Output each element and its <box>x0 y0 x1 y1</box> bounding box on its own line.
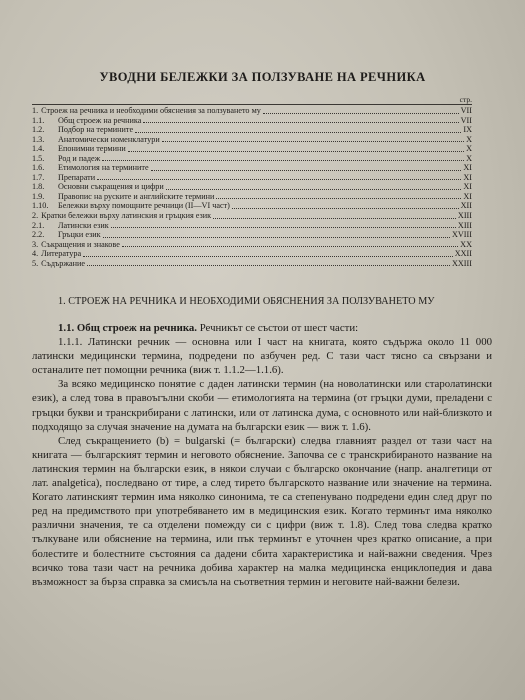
toc-entry <box>32 182 472 192</box>
toc-entry-label: Съкращения и знакове <box>41 239 120 249</box>
toc-entry-label: Препарати <box>58 172 96 182</box>
toc-entry-label: Кратки бележки върху латинския и гръцкия език <box>41 211 212 221</box>
toc-entry-label: Основни съкращения и цифри <box>58 182 164 192</box>
toc-entry <box>32 144 472 154</box>
toc-entry-label: Подбор на термините <box>58 125 134 135</box>
toc-entry-label: Строеж на речника и необходими обяснения за ползуването му <box>41 106 261 115</box>
paragraph: За всяко медицинско понятие с даден латински термин (на новолатински или старолатински език), а след това в правоъгълни скоби — етимологията на термина (от гръцки думи, преладени с гръцки букви и транскрибирани с латински, или от латинска дума, с основното или най-близкото и подходящо за случая значение на думата на български език — виж т. 1.6). <box>32 378 492 433</box>
toc-leader-dots <box>166 188 462 190</box>
toc-entry-number: 1. <box>32 106 39 115</box>
toc-leader-dots <box>162 140 464 142</box>
toc-leader-dots <box>213 217 456 219</box>
toc-entry-page: XIII <box>457 211 472 221</box>
toc-entry-number: 1.1. <box>32 115 45 125</box>
toc-entry-number: 5. <box>32 258 39 268</box>
toc-entry <box>32 201 472 211</box>
toc-entry-page: X <box>466 134 472 144</box>
paragraph: След съкращението (b) = bulgarski (= български) следва главният раздел от тази част на книгата — българският термин и неговото обяснение. Започва се с транскрибираното название на латинския термин на български език, в някои случаи с българско окончание (напр. аналгетици от лат. analgetica), последвано от тире, а след тирето българското название или значение на термина. Когато латинският термин има няколко синонима, те са степенувано подредени един след друг по ред на предимството при употребяването им в медицинския език. Когато терминът има няколко различни значения, те са отделени помежду си с цифри (виж т. 1.8). След това следва кратко тълкуване или обяснение на термина, или пък терминът е уточнен чрез кратко описание, а при болестите и болестните състояния са дадени сбита характеристика и най-важни сведения. Чрез всичко това тази част на речника добива характер на малка медицинска енциклопедия и дава възможност за бърза справка за смисъла на съответния термин и неговите най-важни белези. <box>32 434 492 588</box>
toc-entry <box>32 173 472 183</box>
toc-entry-page: VII <box>460 115 472 125</box>
toc-leader-dots <box>263 112 459 114</box>
toc-entry-page: XI <box>463 191 472 201</box>
toc-entry <box>32 116 472 126</box>
toc-entry-number: 1.5. <box>32 153 45 163</box>
toc-entry-number: 2. <box>32 211 39 221</box>
toc-entry-number: 4. <box>32 249 39 259</box>
toc-entry-page: XI <box>463 163 472 173</box>
toc-divider <box>32 104 472 105</box>
toc-entry-number: 3. <box>32 239 39 249</box>
toc-entry <box>32 221 472 231</box>
toc-leader-dots <box>87 264 450 266</box>
toc-entry-number: 1.3. <box>32 134 45 144</box>
toc-entry <box>32 106 472 116</box>
toc-leader-dots <box>97 178 461 180</box>
toc-leader-dots <box>128 150 464 152</box>
toc-entry <box>32 154 472 164</box>
toc-entry-label: Етимология на термините <box>58 163 149 173</box>
toc-entry-page: IX <box>463 125 472 135</box>
toc-entry-label: Правопис на руските и английските термини <box>58 191 215 201</box>
body-text <box>32 321 492 589</box>
toc-entry-label: Съдържание <box>41 258 86 268</box>
toc-entry-number: 1.4. <box>32 144 45 154</box>
toc-entry-page: X <box>466 144 472 154</box>
toc-entry-page: XXIII <box>451 258 472 268</box>
toc-entry-label: Бележки върху помощните речници (II—VI част) <box>58 201 230 211</box>
toc-leader-dots <box>216 197 461 199</box>
toc-leader-dots <box>102 159 464 161</box>
toc-entry-page: XXII <box>454 249 472 259</box>
paragraph: 1.1.1. Латински речник — основна или I част на книгата, която съдържа около 11 000 латински медицински термина, подредени по азбучен ред. С тази част тясно са свързани и останалите пет помощни речника (виж т. 1.1.2—1.1.6). <box>32 336 492 377</box>
toc-leader-dots <box>122 245 458 247</box>
toc-entry-label: Латински език <box>58 220 109 230</box>
toc-entry-number: 1.2. <box>32 125 45 135</box>
toc-entry <box>32 230 472 240</box>
toc-rows <box>32 106 472 268</box>
toc-entry-page: XI <box>463 182 472 192</box>
toc-entry-number: 1.9. <box>32 191 45 201</box>
toc-entry <box>32 135 472 145</box>
toc-page-header: стр. <box>459 95 472 104</box>
toc-entry-number: 2.1. <box>32 220 45 230</box>
toc-entry <box>32 249 472 259</box>
toc-entry-label: Общ строеж на речника <box>58 115 142 125</box>
toc-entry-page: XI <box>463 172 472 182</box>
toc-entry-page: XIII <box>457 220 472 230</box>
toc-leader-dots <box>143 121 458 123</box>
toc-entry <box>32 163 472 173</box>
toc-entry-label: Епонимни термини <box>58 144 126 154</box>
toc-entry <box>32 125 472 135</box>
toc-entry-number: 1.7. <box>32 172 45 182</box>
toc-leader-dots <box>135 131 461 133</box>
toc-entry <box>32 192 472 202</box>
toc-leader-dots <box>151 169 462 171</box>
toc-entry <box>32 240 472 250</box>
toc-entry-label: Анатомически номенклатури <box>58 134 160 144</box>
toc-entry-label: Литература <box>41 249 82 259</box>
toc-leader-dots <box>103 236 450 238</box>
subsection-heading: 1.1. Общ строеж на речника. <box>58 322 197 334</box>
toc-leader-dots <box>232 207 459 209</box>
section-heading: 1. СТРОЕЖ НА РЕЧНИКА И НЕОБХОДИМИ ОБЯСНЕНИЯ ЗА ПОЛЗУВАНЕТО МУ <box>58 296 435 307</box>
toc-entry-number: 1.10. <box>32 201 49 211</box>
toc-entry-page: XII <box>460 201 472 211</box>
toc-leader-dots <box>83 255 453 257</box>
table-of-contents <box>32 96 472 268</box>
toc-entry-label: Гръцки език <box>58 230 101 240</box>
toc-entry-label: Род и падеж <box>58 153 101 163</box>
toc-entry-number: 1.6. <box>32 163 45 173</box>
toc-entry <box>32 259 472 269</box>
toc-entry-page: X <box>466 153 472 163</box>
toc-entry-page: XVIII <box>451 230 472 240</box>
toc-entry-page: VII <box>460 106 472 115</box>
page-title: УВОДНИ БЕЛЕЖКИ ЗА ПОЛЗУВАНЕ НА РЕЧНИКА <box>99 70 426 84</box>
toc-leader-dots <box>111 226 456 228</box>
toc-entry-number: 2.2. <box>32 230 45 240</box>
toc-entry-number: 1.8. <box>32 182 45 192</box>
toc-entry-page: XX <box>460 239 472 249</box>
toc-entry <box>32 211 472 221</box>
subsection-paragraph <box>32 321 492 335</box>
subsection-lead: Речникът се състои от шест части: <box>197 322 359 334</box>
